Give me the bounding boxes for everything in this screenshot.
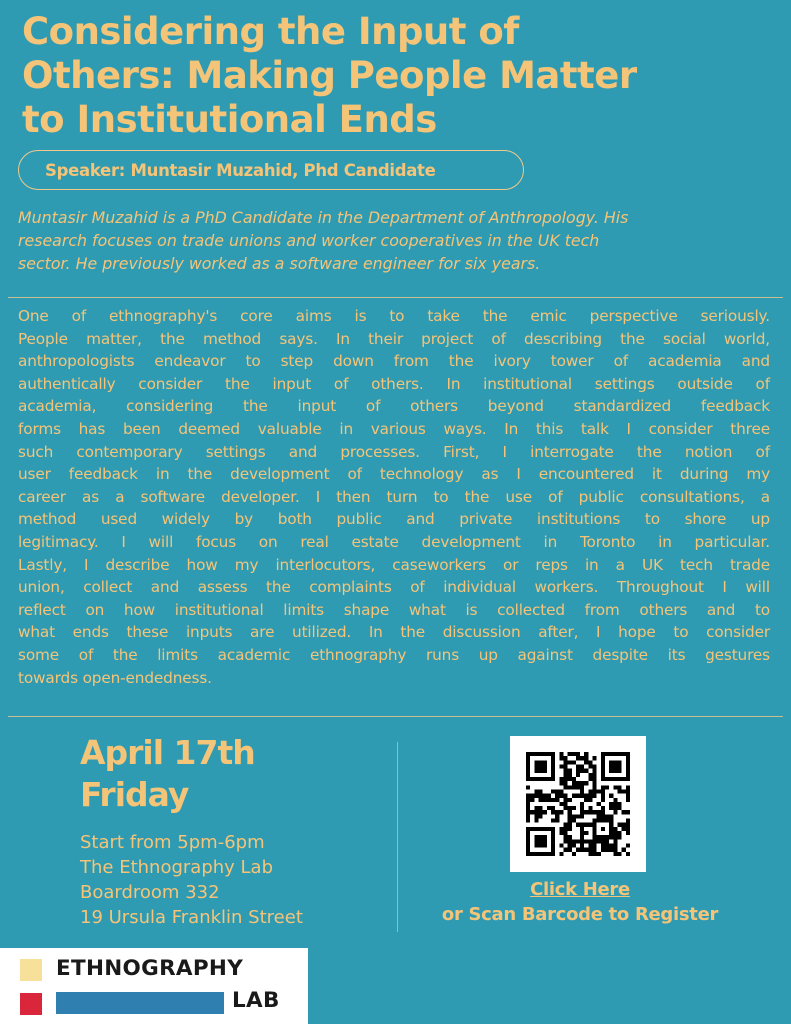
date-label: April 17th xyxy=(80,733,255,772)
bio-line: sector. He previously worked as a software engineer for six years. xyxy=(18,254,541,273)
qr-code-icon[interactable] xyxy=(510,736,646,872)
event-venue: The Ethnography Lab xyxy=(80,857,274,878)
speaker-bio xyxy=(18,206,778,275)
abstract-line: People matter, the method says. In their project of describing the social world, xyxy=(18,329,770,348)
title-line: Others: Making People Matter xyxy=(22,54,637,97)
vertical-divider xyxy=(397,742,398,932)
bio-line: research focuses on trade unions and worker cooperatives in the UK tech xyxy=(18,231,600,250)
abstract-line: career as a software developer. I then turn to the use of public consultations, a xyxy=(18,487,770,506)
abstract-line: method used widely by both public and private institutions to shore up xyxy=(18,510,770,529)
abstract-line: anthropologists endeavor to step down from the ivory tower of academia and xyxy=(18,352,770,371)
register-text: or Scan Barcode to Register xyxy=(441,904,719,925)
event-details xyxy=(80,830,303,930)
event-title xyxy=(22,10,782,142)
abstract-line: such contemporary settings and processes. First, I interrogate the notion of xyxy=(18,442,770,461)
abstract-line: user feedback in the development of technology as I encountered it during my xyxy=(18,465,770,484)
ethnography-lab-logo xyxy=(0,948,308,1024)
abstract-line: forms has been deemed valuable in various ways. In this talk I consider three xyxy=(18,419,770,438)
event-address: 19 Ursula Franklin Street xyxy=(80,907,303,928)
bio-line: Muntasir Muzahid is a PhD Candidate in the Department of Anthropology. His xyxy=(18,208,629,227)
logo-yellow-square xyxy=(20,959,42,981)
logo-blue-bar xyxy=(56,992,224,1014)
abstract-line: legitimacy. I will focus on real estate development in Toronto in particular. xyxy=(18,532,770,551)
abstract-line: towards open-endedness. xyxy=(18,668,212,687)
day-label: Friday xyxy=(80,775,189,814)
logo-word-ethnography: ETHNOGRAPHY xyxy=(56,956,244,981)
logo-word-lab: LAB xyxy=(232,988,280,1013)
speaker-badge xyxy=(18,150,524,190)
abstract-line: union, collect and assess the complaints of individual workers. Throughout I will xyxy=(18,578,770,597)
abstract-line: what ends these inputs are utilized. In the discussion after, I hope to consider xyxy=(18,623,770,642)
speaker-label: Speaker: Muntasir Muzahid, Phd Candidate xyxy=(45,160,436,180)
talk-abstract xyxy=(18,305,770,689)
event-time: Start from 5pm-6pm xyxy=(80,832,265,853)
abstract-line: reflect on how institutional limits shape what is collected from others and to xyxy=(18,600,770,619)
abstract-line: academia, considering the input of others beyond standardized feedback xyxy=(18,397,770,416)
bottom-divider xyxy=(8,716,783,717)
abstract-line: some of the limits academic ethnography runs up against despite its gestures xyxy=(18,645,770,664)
abstract-line: One of ethnography's core aims is to take the emic perspective seriously. xyxy=(18,307,770,325)
register-link[interactable]: Click Here xyxy=(530,879,630,900)
title-line: to Institutional Ends xyxy=(22,98,437,141)
event-room: Boardroom 332 xyxy=(80,882,220,903)
event-date xyxy=(80,732,255,816)
register-section xyxy=(412,877,748,927)
abstract-line: authentically consider the input of others. In institutional settings outside of xyxy=(18,374,770,393)
top-divider xyxy=(8,297,783,298)
abstract-line: Lastly, I describe how my interlocutors, caseworkers or reps in a UK tech trade xyxy=(18,555,770,574)
title-line: Considering the Input of xyxy=(22,10,519,53)
logo-red-square xyxy=(20,993,42,1015)
